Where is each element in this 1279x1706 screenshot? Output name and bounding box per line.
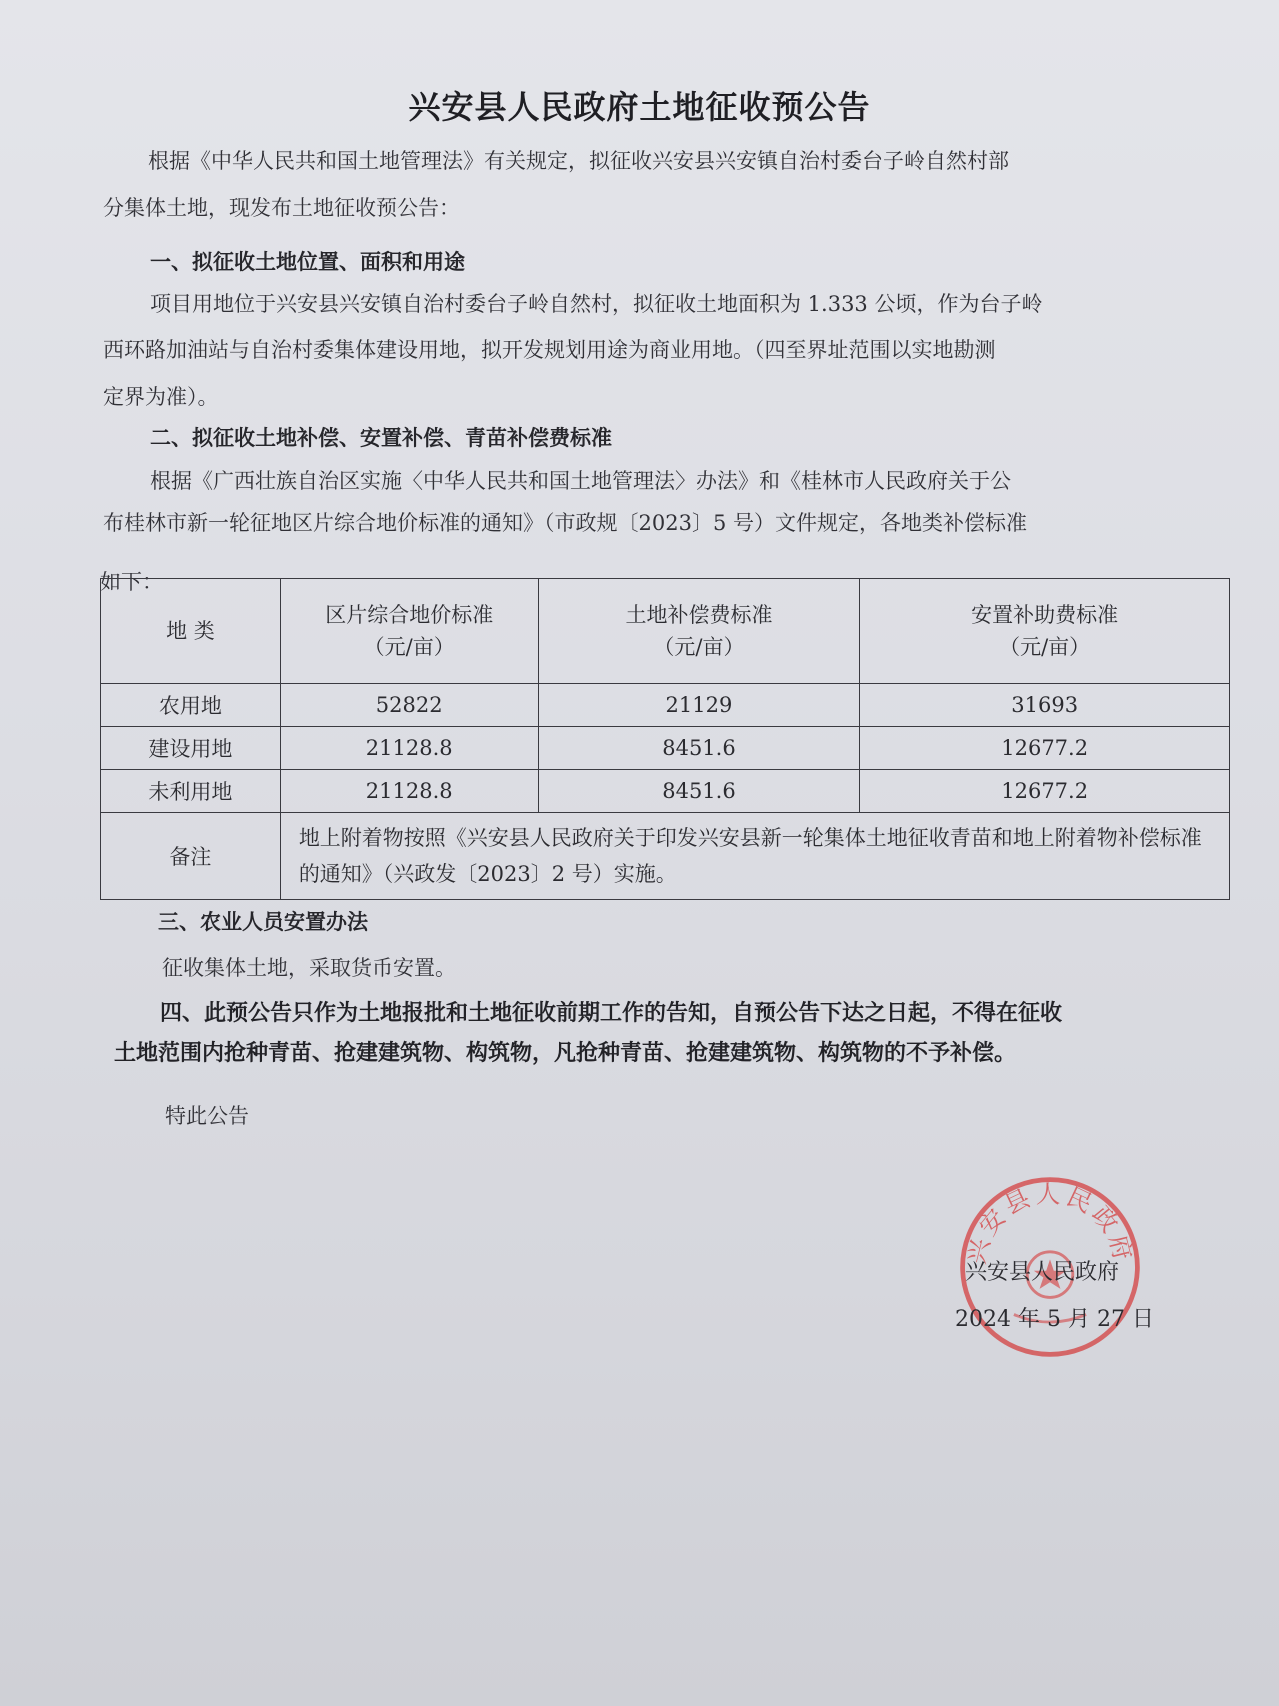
table-row [101, 727, 1230, 770]
cell-land-compensation: 8451.6 [538, 727, 860, 770]
section-2-heading: 二、拟征收土地补偿、安置补偿、青苗补偿费标准 [150, 426, 612, 450]
section-1-line-1: 项目用地位于兴安县兴安镇自治村委台子岭自然村，拟征收土地面积为 1.333 公顷，作为台子岭 [150, 292, 1043, 316]
signature-org: 兴安县人民政府 [965, 1260, 1120, 1285]
cell-land-compensation: 21129 [538, 684, 860, 727]
table-row [101, 684, 1230, 727]
section-2-line-1: 根据《广西壮族自治区实施〈中华人民共和国土地管理法〉办法》和《桂林市人民政府关于公 [150, 469, 1011, 493]
section-2-line-3: 如下： [100, 570, 163, 594]
table-row [101, 770, 1230, 813]
table-header-row [101, 579, 1230, 684]
cell-composite-price: 52822 [280, 684, 538, 727]
header-land-type: 地 类 [101, 579, 281, 684]
section-3-line-1: 征收集体土地，采取货币安置。 [162, 956, 456, 980]
cell-resettlement-subsidy: 31693 [860, 684, 1230, 727]
cell-resettlement-subsidy: 12677.2 [860, 727, 1230, 770]
cell-resettlement-subsidy: 12677.2 [860, 770, 1230, 813]
section-2-line-2: 布桂林市新一轮征地区片综合地价标准的通知》（市政规〔2023〕5 号）文件规定，各地类补偿标准 [103, 511, 1027, 535]
intro-line-1: 根据《中华人民共和国土地管理法》有关规定，拟征收兴安县兴安镇自治村委台子岭自然村部 [148, 149, 1009, 173]
note-label: 备注 [101, 813, 281, 900]
header-composite-price: 区片综合地价标准 （元/亩） [280, 579, 538, 684]
section-1-heading: 一、拟征收土地位置、面积和用途 [150, 250, 465, 274]
section-4-line-2: 土地范围内抢种青苗、抢建建筑物、构筑物，凡抢种青苗、抢建建筑物、构筑物的不予补偿。 [114, 1041, 1017, 1066]
section-4-line-1: 四、此预公告只作为土地报批和土地征收前期工作的告知，自预公告下达之日起，不得在征收 [160, 1001, 1063, 1026]
cell-composite-price: 21128.8 [280, 770, 538, 813]
cell-land-compensation: 8451.6 [538, 770, 860, 813]
cell-land-type: 建设用地 [101, 727, 281, 770]
svg-text:兴安县人民政府: 兴安县人民政府 [961, 1179, 1139, 1267]
signature-date: 2024 年 5 月 27 日 [955, 1307, 1154, 1332]
compensation-table [100, 578, 1230, 900]
intro-line-2: 分集体土地，现发布土地征收预公告： [103, 196, 460, 220]
cell-land-type: 未利用地 [101, 770, 281, 813]
section-1-line-3: 定界为准）。 [103, 385, 219, 409]
note-text: 地上附着物按照《兴安县人民政府关于印发兴安县新一轮集体土地征收青苗和地上附着物补偿标准的通知》（兴政发〔2023〕2 号）实施。 [280, 813, 1229, 900]
table-note-row [101, 813, 1230, 900]
closing-text: 特此公告 [165, 1104, 249, 1128]
header-resettlement-subsidy: 安置补助费标准 （元/亩） [860, 579, 1230, 684]
section-1-line-2: 西环路加油站与自治村委集体建设用地，拟开发规划用途为商业用地。（四至界址范围以实地勘测 [103, 338, 996, 362]
header-land-compensation: 土地补偿费标准 （元/亩） [538, 579, 860, 684]
cell-composite-price: 21128.8 [280, 727, 538, 770]
cell-land-type: 农用地 [101, 684, 281, 727]
section-3-heading: 三、农业人员安置办法 [158, 910, 368, 934]
document-title: 兴安县人民政府土地征收预公告 [408, 88, 871, 126]
